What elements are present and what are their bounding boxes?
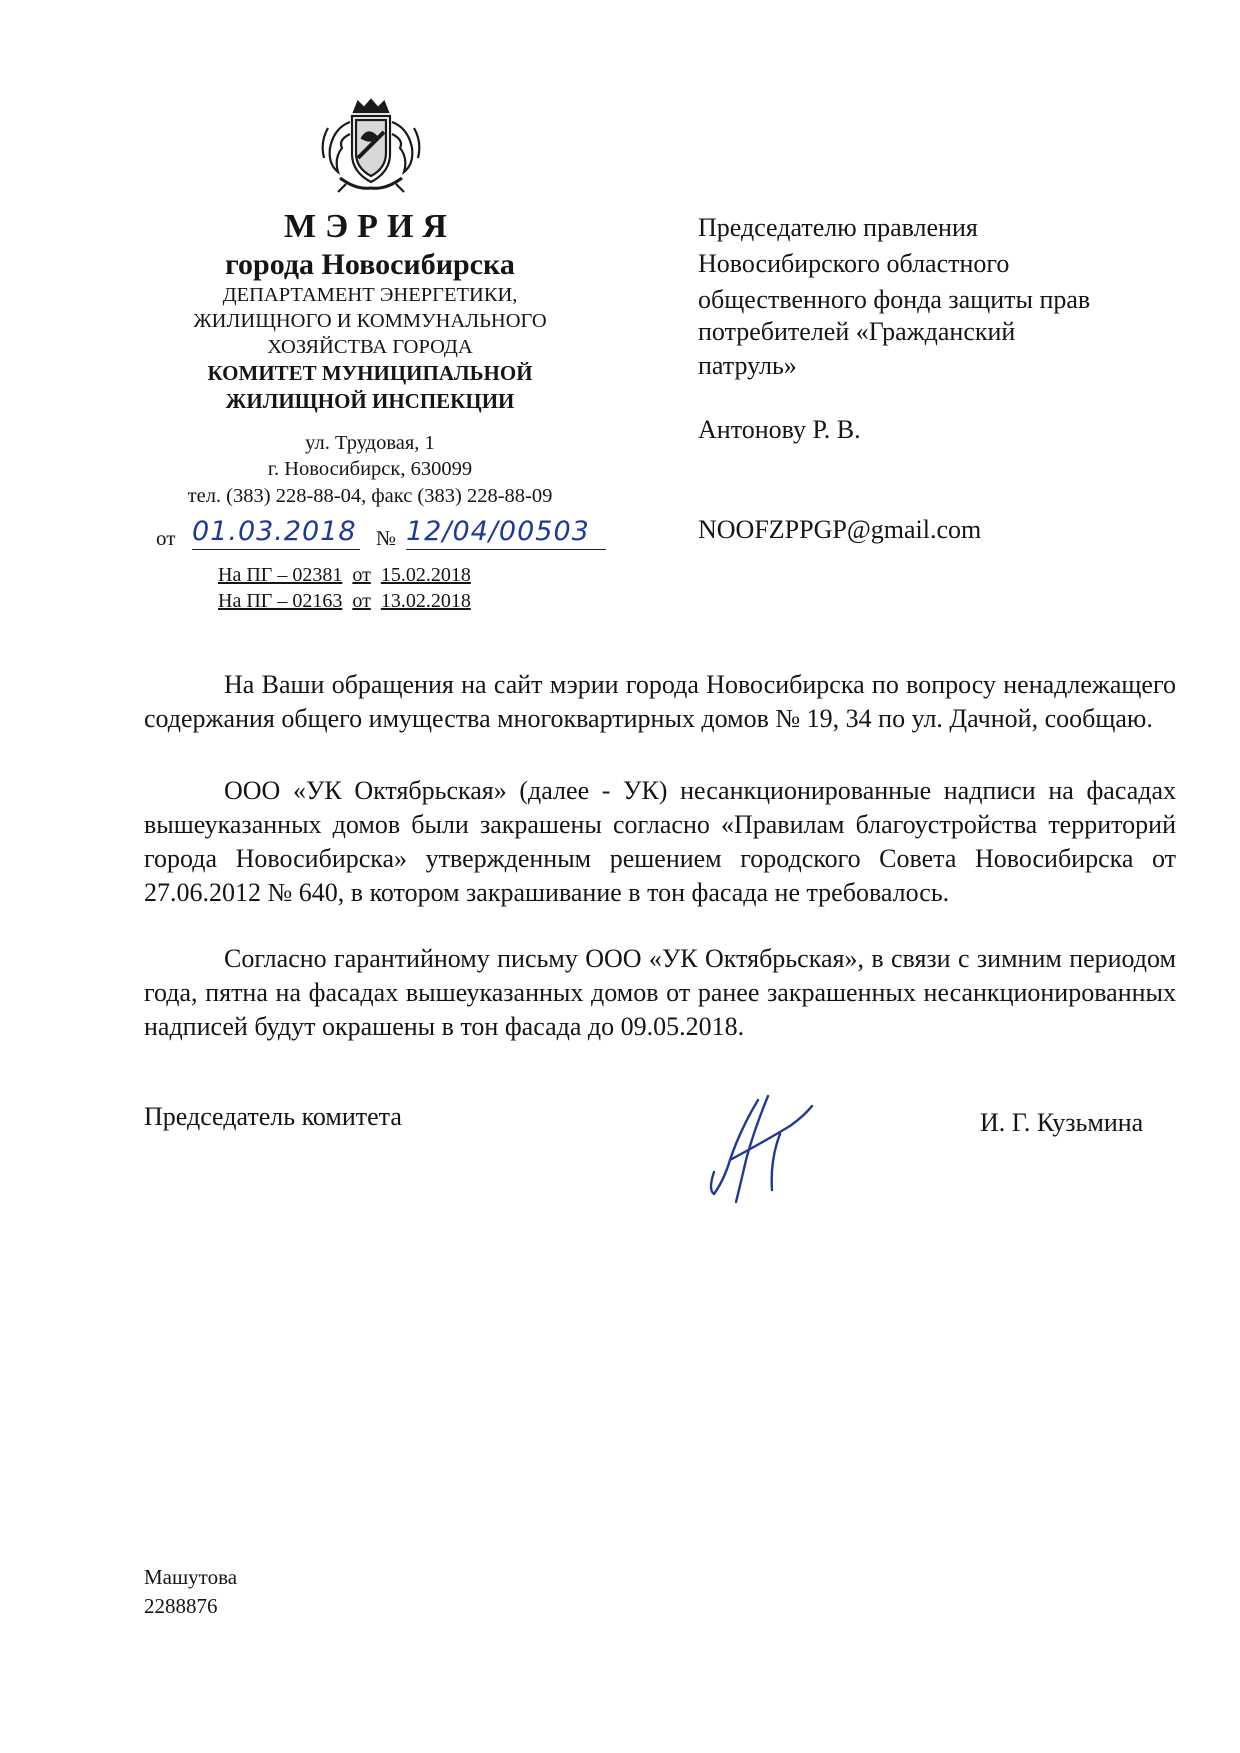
sender-city: города Новосибирска: [225, 248, 515, 281]
recipient-line: Председателю правления: [698, 213, 978, 242]
recipient-line: потребителей «Гражданский: [698, 317, 1016, 346]
department-line: ДЕПАРТАМЕНТ ЭНЕРГЕТИКИ,: [222, 284, 518, 306]
number-label: №: [376, 526, 397, 550]
recipient-email: NOOFZPPGP@gmail.com: [698, 515, 982, 544]
recipient-name: Антонову Р. В.: [698, 415, 861, 444]
reference-line: [218, 590, 471, 613]
reference-from: от: [352, 590, 371, 612]
sender-title: МЭРИЯ: [284, 208, 456, 245]
executor-phone: 2288876: [144, 1594, 218, 1618]
recipient-line: патруль»: [698, 351, 797, 380]
registration-number: 12/04/00503: [406, 516, 606, 550]
coat-of-arms-icon: [316, 98, 426, 196]
department-line: ЖИЛИЩНОГО И КОММУНАЛЬНОГО: [193, 310, 547, 332]
sender-city-zip: г. Новосибирск, 630099: [267, 458, 473, 480]
department-line: ХОЗЯЙСТВА ГОРОДА: [267, 336, 473, 358]
handwritten-signature-icon: [700, 1090, 820, 1210]
sender-street: ул. Трудовая, 1: [305, 432, 435, 454]
reference-text: На ПГ – 02163: [218, 590, 343, 612]
recipient-line: общественного фонда защиты прав: [698, 285, 1091, 314]
registration-date: 01.03.2018: [192, 516, 360, 550]
committee-line: ЖИЛИЩНОЙ ИНСПЕКЦИИ: [225, 389, 515, 413]
reference-text: На ПГ – 02381: [218, 564, 343, 586]
reference-from: от: [352, 564, 371, 586]
committee-line: КОМИТЕТ МУНИЦИПАЛЬНОЙ: [207, 361, 533, 385]
signatory-position: Председатель комитета: [144, 1102, 402, 1131]
sender-phone-fax: тел. (383) 228-88-04, факс (383) 228-88-09: [187, 485, 553, 507]
recipient-line: Новосибирского областного: [698, 249, 1010, 278]
reference-line: [218, 564, 471, 587]
reference-date: 13.02.2018: [380, 590, 471, 612]
signatory-name: И. Г. Кузьмина: [980, 1108, 1144, 1137]
from-label: от: [156, 526, 176, 550]
body-paragraph: На Ваши обращения на сайт мэрии города Новосибирска по вопросу ненадлежащего содержания общего имущества многоквартирных домов № 19, 34 по ул. Дачной, сообщаю.: [144, 670, 1176, 733]
executor-name: Машутова: [144, 1565, 238, 1589]
reference-date: 15.02.2018: [380, 564, 471, 586]
body-paragraph: Согласно гарантийному письму ООО «УК Октябрьская», в связи с зимним периодом года, пятна на фасадах вышеуказанных домов от ранее закрашенных несанкционированных надписей будут окрашены в тон фасада до 09.05.2018.: [144, 944, 1176, 1041]
body-paragraph: ООО «УК Октябрьская» (далее - УК) несанкционированные надписи на фасадах вышеуказанных домов были закрашены согласно «Правилам благоустройства территорий города Новосибирска» утвержденным решением городского Совета Новосибирска от 27.06.2012 № 640, в котором закрашивание в тон фасада не требовалось.: [144, 776, 1176, 907]
